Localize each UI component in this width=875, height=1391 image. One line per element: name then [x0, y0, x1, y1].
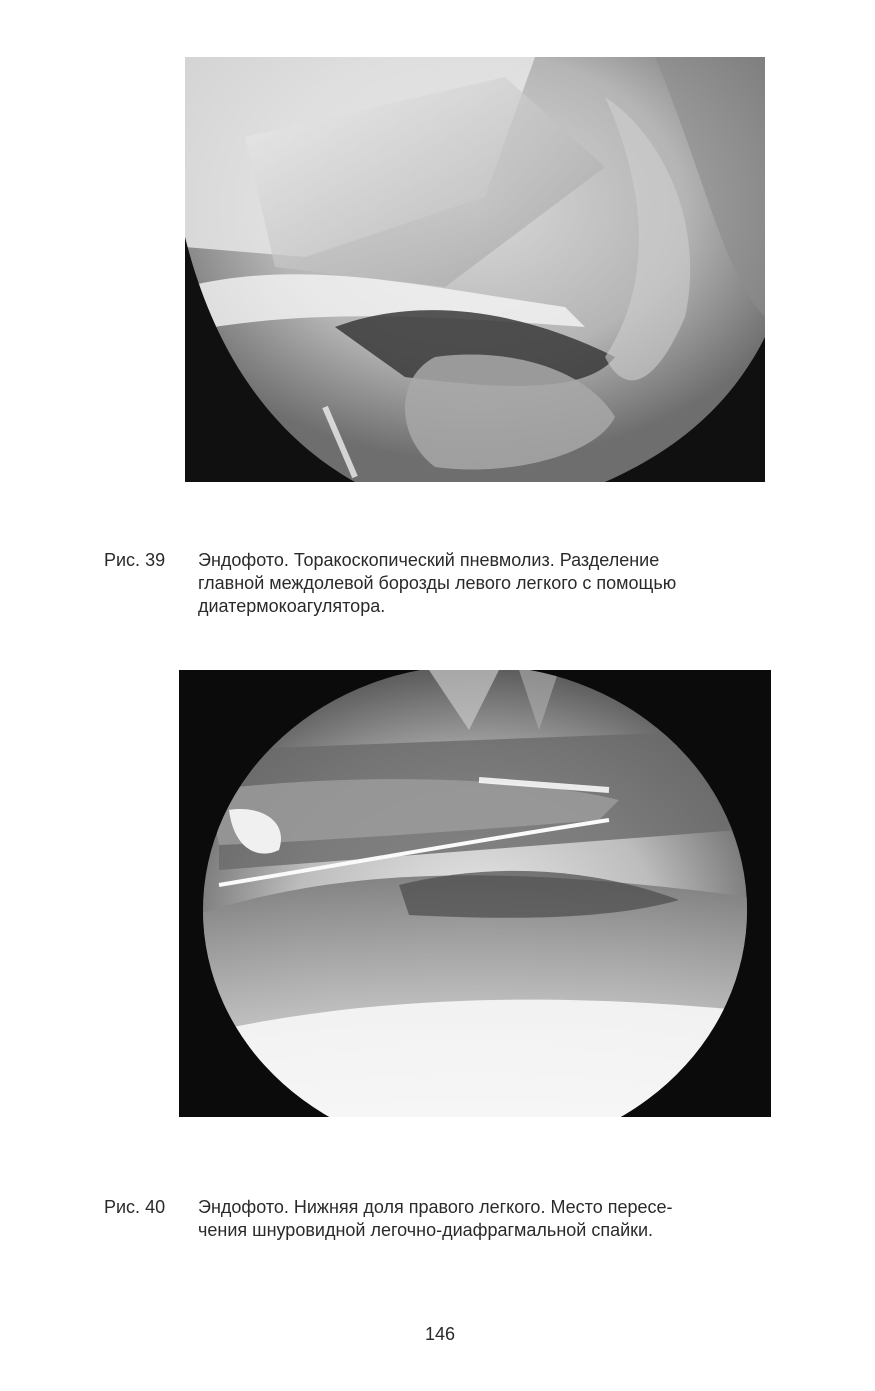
- caption-line: чения шнуровидной легочно-диафрагмальной спайки.: [198, 1220, 654, 1240]
- figure-40-label: Рис. 40: [104, 1197, 166, 1217]
- figure-40-caption-text: [198, 1196, 673, 1242]
- caption-line: главной междолевой борозды левого легкого с помощью: [198, 573, 677, 593]
- figure-39-endophoto: [185, 57, 765, 482]
- endophoto-40-image: [179, 670, 771, 1117]
- endophoto-39-image: [185, 57, 765, 482]
- figure-40-caption: [104, 1196, 784, 1246]
- figure-39-caption-text: [198, 549, 676, 618]
- caption-line: Эндофото. Нижняя доля правого легкого. Место пересе-: [198, 1197, 673, 1217]
- caption-line: диатермокоагулятора.: [198, 596, 386, 616]
- figure-40-endophoto: [179, 670, 771, 1117]
- figure-39-label: Рис. 39: [104, 550, 166, 570]
- caption-line: Эндофото. Торакоскопический пневмолиз. Разделение: [198, 550, 660, 570]
- figure-39-caption: [104, 549, 784, 624]
- page-number: 146: [424, 1324, 456, 1344]
